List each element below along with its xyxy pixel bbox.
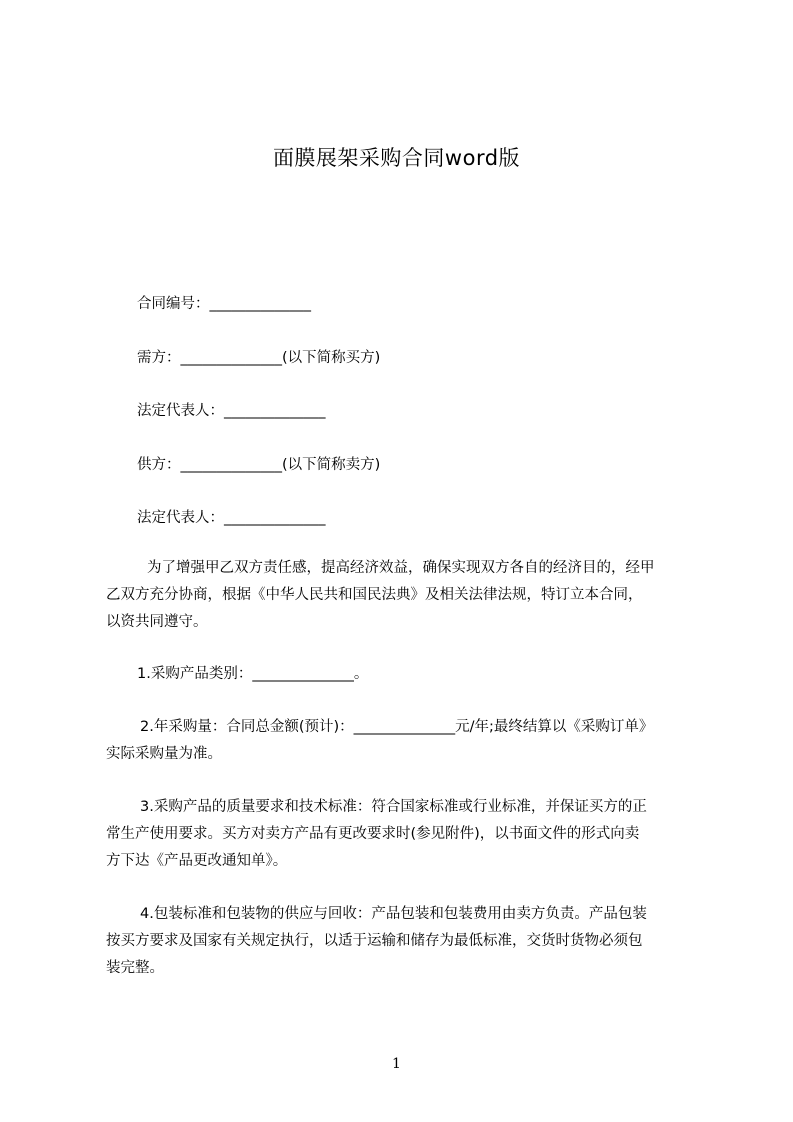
document-title: 面膜展架采购合同word版 [272,146,521,170]
clause-1-line-1: 1.采购产品类别：______________。 [137,666,369,682]
page-number: 1 [392,1056,401,1072]
seller-field: 供方：______________(以下简称卖方) [137,457,381,473]
clause-1 [137,661,368,688]
intro-line-3: 以资共同遵守。 [106,614,208,630]
intro-paragraph [106,555,655,636]
contract-number-field: 合同编号：______________ [137,296,311,312]
clause-4-line-3: 装完整。 [106,960,164,976]
intro-line-1: 为了增强甲乙双方责任感，提高经济效益，确保实现双方各自的经济目的，经甲 [147,560,655,576]
clause-2-line-1: 2.年采购量：合同总金额(预计)：______________元/年;最终结算以《采购订单》 [140,719,654,735]
clause-3-line-2: 常生产使用要求。买方对卖方产品有更改要求时(参见附件)，以书面文件的形式向卖 [106,826,640,842]
clause-4-line-1: 4.包装标准和包装物的供应与回收：产品包装和包装费用由卖方负责。产品包装 [140,906,647,922]
intro-line-2: 乙双方充分协商，根据《中华人民共和国民法典》及相关法律法规，特订立本合同， [106,587,643,603]
seller-representative-field: 法定代表人：______________ [137,510,326,526]
clause-3-line-3: 方下达《产品更改通知单》。 [106,853,288,869]
clause-4-line-2: 按买方要求及国家有关规定执行，以适于运输和储存为最低标准，交货时货物必须包 [106,933,643,949]
clause-3-line-1: 3.采购产品的质量要求和技术标准：符合国家标准或行业标准，并保证买方的正 [140,799,647,815]
buyer-representative-field: 法定代表人：______________ [137,403,326,419]
buyer-field: 需方：______________(以下简称买方) [137,350,381,366]
clause-3 [106,794,647,875]
clause-2-line-2: 实际采购量为准。 [106,746,222,762]
clause-2 [106,714,653,768]
clause-4 [106,901,647,982]
